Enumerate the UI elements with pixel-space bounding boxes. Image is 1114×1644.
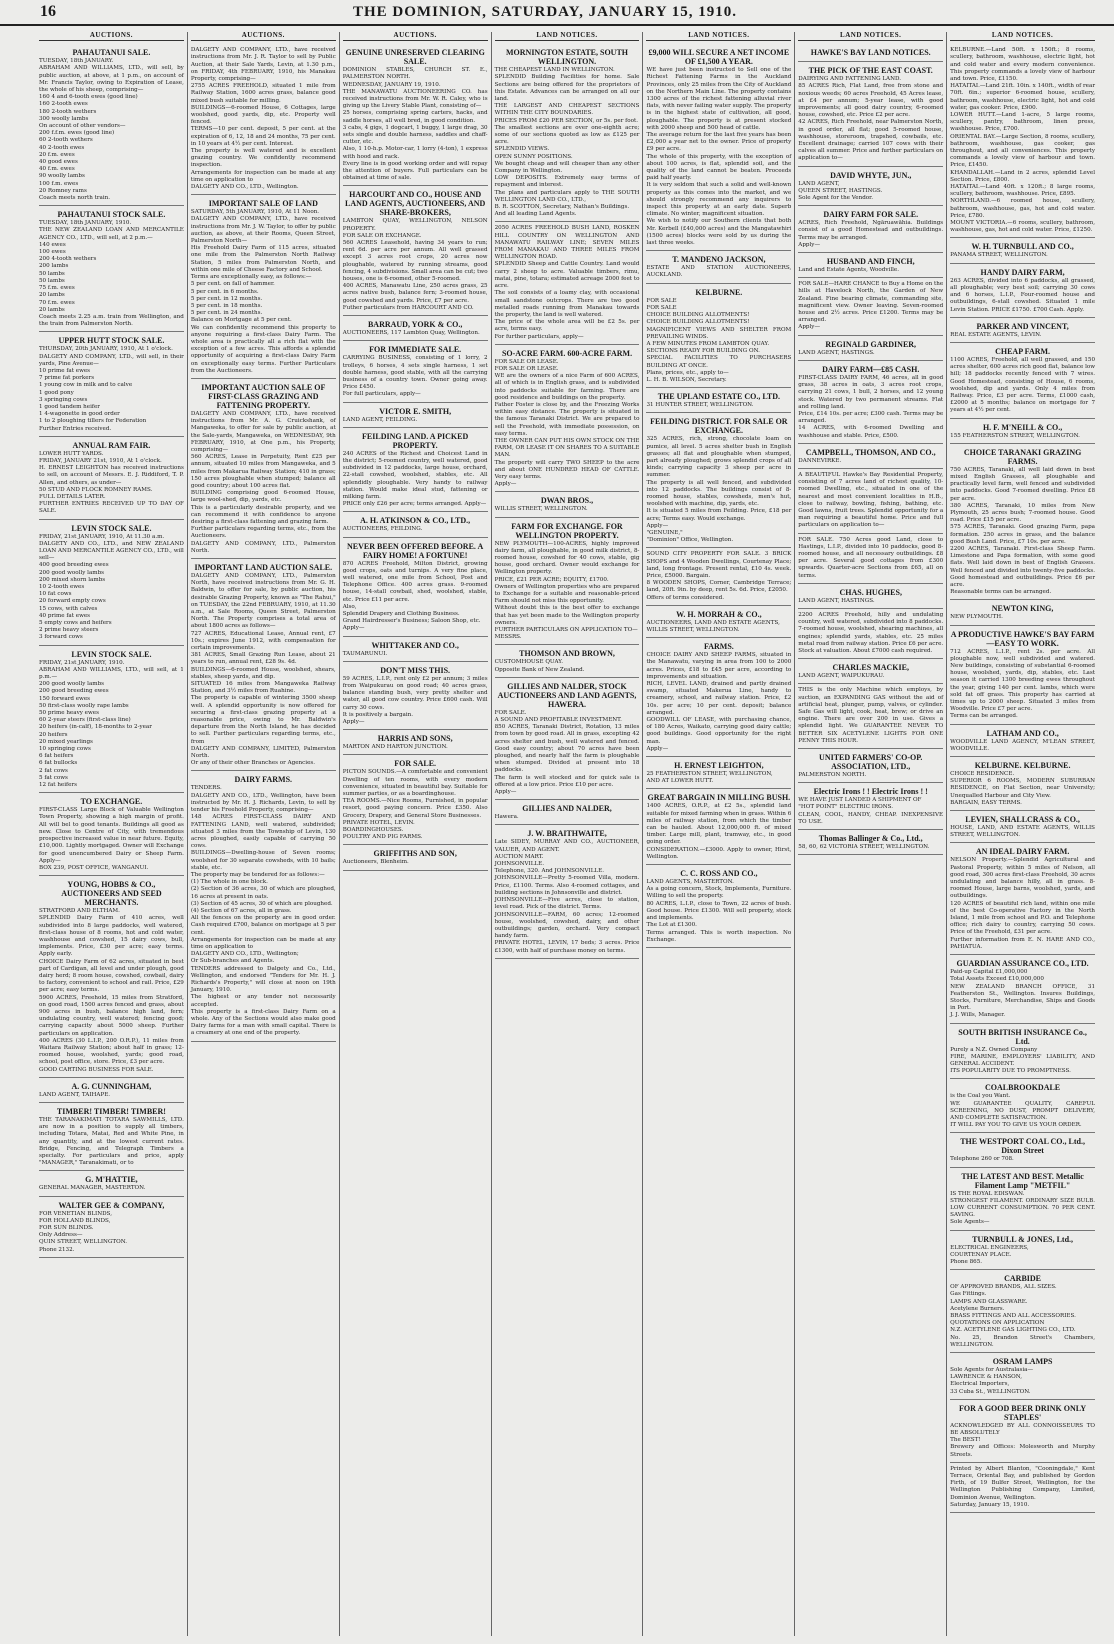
ad-title: NEVER BEEN OFFERED BEFORE. A FAIRY HOME! A FORTUNE! (347, 541, 484, 560)
ad-body: WOODVILLE LAND AGENCY, M'LEAN STREET, WOODVILLE. (950, 738, 1096, 752)
ad-title: TURNBULL & JONES, Ltd., (972, 1234, 1074, 1244)
ad-title: OSRAM LAMPS (992, 1357, 1053, 1366)
ad-body: AUCTIONEERS, 117 Lambton Quay, Wellington. (342, 330, 480, 337)
ad-title: KELBURNE. KELBURNE. (974, 761, 1071, 771)
advertisement (798, 62, 943, 166)
ad-body: PICTON SOUNDS.—A comfortable and convenient Dwelling of ten rooms, with every modern convenience, situated in beautiful bay. Suitable for summer parties, or as a boardinghouse. TEA ROOMS.—Nice Rooms, Furnished, in popular resort, good paying concern. Price £350. Also Grocery, Drapery, and General Store Businesses. PRIVATE HOTEL, LEVIN. BOARDINGHOUSES. POULTRY AND PIG FARMS. (342, 769, 488, 841)
ad-title: GILLIES AND NALDER, STOCK AUCTIONEERS AND LAND AGENTS, HAWERA. (497, 681, 637, 709)
ad-title: GENUINE UNRESERVED CLEARING SALE. (345, 48, 485, 67)
ad-body: 1100 ACRES, Freehold, all well grassed, and 150 acres shelter, 600 acres rich good flat, balance low hill; 18 paddocks recently fenced with 7 wires. Good Homestead, consisting of House, 6 rooms, woolshed, dip and yards. Only 4 miles from Railway. Price, £3 per acre. Terms, £1000 cash, £2000 at 5 months; balance on mortgage for 7 years at 4½ per cent. (950, 356, 1096, 414)
column-container (36, 32, 1098, 1636)
advertisement (495, 518, 640, 646)
ad-title: DAIRY FARM—£85 CASH. (822, 364, 920, 374)
ad-body: FRIDAY, 21st JANUARY, 1910, At 11.30 a.m. DALGETY AND CO., LTD., and NEW ZEALAND LOAN AND MERCANTILE AGENCY CO., LTD., will sell— 400 good breeding ewes 200 good woolly lambs 200 mixed shorn lambs 10 2-tooth ewes 10 fat cows 20 forward empty cows 15 cows, with calves 40 prime fat ewes 5 empty cows and heifers 2 prime heavy steers 3 forward cows (39, 533, 184, 641)
ad-body: TENDERS. DALGETY AND CO., LTD., Wellington, have been instructed by Mr. H. J. Richards, Levin, to sell by tender his Freehold Property, comprising— 148 ACRES FIRST-CLASS DAIRY AND FATTENING LAND, well watered, subdivided; situated 3 miles from the Township of Levin, 130 acres ploughed, easily capable of carrying 50 cows. BUILDINGS—Dwelling-house of Seven rooms; woolshed for 30 separate cowsheds, with 10 bails; stable, etc. The property may be tendered for as follows:— (1) The whole in one block. (2) Section of 36 acres, 30 of which are ploughed, 16 acres at present in oats. (3) Section of 45 acres, 30 of which are ploughed. (4) Section of 67 acres, all in grass. All the fences on the property are in good order. Cash required £700, balance on mortgage at 5 per cent. Arrangements for inspection can be made at any time on application to DALGETY AND CO., LTD., Wellington; Or Sub-branches and Agents. TENDERS addressed to Dalgety and Co., Ltd., Wellington, and endorsed "Tenders for Mr. H. J. Richards's Property," will close at noon on 19th January, 1910. The highest or any tender not necessarily accepted. This property is a first-class Dairy Farm on a whole. Any of the Sections would also make good Dairy farms for a man with small capital. There is a creamery at one end of the property. (190, 785, 336, 1037)
ad-body: Printed by Albert Blanton, "Cooningdale," Kent Terrace, Oriental Bay, and published by Gordon Firth, of 19 Bulfer Street, Wellington, for the Wellington Publishing Company, Limited, Dominion Avenue, Wellington. Saturday, January 15, 1910. (950, 1465, 1096, 1508)
ad-body: GENERAL MANAGER, MASTERTON. (39, 1185, 146, 1192)
ad-body: AUCTIONEERS, LAND AND ESTATE AGENTS, WILLIS STREET, WELLINGTON. (646, 619, 780, 633)
ad-title: CHAS. HUGHES, (839, 587, 902, 597)
ad-title: G. M'HATTIE, (85, 1175, 138, 1185)
ad-title: IMPORTANT SALE OF LAND (208, 199, 318, 209)
advertisement (39, 646, 184, 794)
masthead (0, 0, 1114, 26)
ad-title: CAMPBELL, THOMSON, AND CO., (805, 447, 936, 457)
advertisement (646, 413, 791, 548)
advertisement (950, 44, 1095, 238)
ad-title: FEILDING LAND. A PICKED PROPERTY. (362, 431, 469, 450)
ad-body: DALGETY AND COMPANY, LTD., have received instructions from Mr. A. G. Cruickshank, of Mangaweka, to offer for sale by public auction, at the Sale-yards, Mangaweka, on WEDNESDAY, 9th FEBRUARY, 1910, at One p.m., his Property, comprising— 560 ACRES, Lease in Perpetuity, Rent £25 per annum, situated 10 miles from Mangaweka, and 5 miles from Makarua Railway Station; 410 in grass; 150 acres ploughable when stumped; balance all good country; about 100 acres flat. BUILDING comprising good 6-roomed House, large wool-shed, dip, yards, etc. This is a particularly desirable property, and we can recommend it with confidence to anyone desiring a first-class fattening and grazing farm. Further particulars regarding terms, etc., from the Auctioneers. DALGETY AND COMPANY, LTD., Palmerston North. (190, 410, 336, 554)
ad-body: REAL ESTATE AGENTS, LEVIN. (950, 331, 1042, 338)
advertisement (950, 318, 1095, 343)
ad-title: CHEAP FARM. (995, 346, 1051, 356)
advertisement (343, 755, 488, 845)
ad-title: GRIFFITHS AND SON, (373, 849, 457, 859)
ad-title: COALBROOKDALE (985, 1083, 1061, 1093)
ad-title: LEVIN STOCK SALE. (71, 523, 152, 533)
column-heading: LAND NOTICES. (495, 32, 640, 41)
advertisement (950, 264, 1095, 318)
ad-title: FOR SALE. (394, 759, 437, 769)
ad-body: FOR SALE. 750 Acres good Land, close to Hastings, L.I.P., divided into 10 paddocks, good 8-roomed house, and all necessary outbuildings. £8 per acre. Several good cottages from £300 upwards. Quarter-acre Sections from £65, all on terms. (798, 536, 944, 579)
ad-body: Auctioneers, Blenheim. (342, 859, 409, 866)
advertisement (495, 800, 640, 825)
ad-body: NEW PLYMOUTH. (950, 614, 1003, 621)
column-7 (947, 32, 1098, 1636)
ad-title: Thomas Ballinger & Co., Ltd., (818, 834, 923, 844)
ad-title: THE UPLAND ESTATE CO., LTD. (657, 392, 781, 402)
advertisement (646, 789, 791, 865)
advertisement (343, 316, 488, 341)
advertisement (798, 749, 943, 783)
column-5 (643, 32, 795, 1636)
ad-body: 240 ACRES of the Richest and Choicest Land in the district; 5-roomed country, well watered, good subdivided in 12 paddocks, large house, orchard, 22-stall cowshed, woolshed, stables, etc. All splendidly ploughable. Very handy to railway station. Would make ideal stud, fattening or milking farm. PRICE only £26 per acre; terms arranged. Apply— (342, 450, 488, 508)
advertisement (798, 469, 943, 534)
advertisement (798, 584, 943, 609)
ad-body: CHOICE DAIRY AND SHEEP FARMS, situated in the Manawatu, varying in area from 100 to 2000 acres. Prices, £18 to £45 per acre, according to improvements and situation. RICH, LEVEL LAND, drained and partly drained swamp, situated Makerua Line, handy to creamery, school, and railway station. Price, £2 10s. per acre; 10 per cent. deposit; balance arranged. GOODWILL OF LEASE, with purchasing chance, of 180 Acres, Waikato, carrying good dairy cattle; good buildings. Good opportunity for the right man. Apply— (646, 652, 792, 752)
ad-body: FOR SALE FOR SALE CHOICE BUILDING ALLOTMENTS! CHOICE BUILDING ALLOTMENTS! MAGNIFICENT VIEWS AND SHELTER FROM PREVAILING WINDS. A FEW MINUTES FROM LAMBTON QUAY. SECTIONS READY FOR BUILDING ON. SPECIAL FACILITIES TO PURCHASERS BUILDING AT ONCE. Plans, prices, etc., apply to— L. H. B. WILSON, Secretary. (646, 297, 792, 383)
ad-body: TUESDAY, 18th JANUARY, 1910. THE NEW ZEALAND LOAN AND MERCANTILE AGENCY CO., LTD., will sell, at 2 p.m.— 140 ewes 100 ewes 200 4-tooth wethers 200 lambs 50 lambs 50 lambs 75 f.m. ewes 20 lambs 70 f.m. ewes 20 lambs Coach meets 2.25 a.m. train from Wellington, and the train from Palmerston North. (39, 220, 184, 328)
ad-body: 58, 60, 62 VICTORIA STREET, WELLINGTON. (798, 844, 930, 851)
ad-body: PANAMA STREET, WELLINGTON. (950, 252, 1048, 259)
advertisement (950, 444, 1095, 601)
advertisement (495, 44, 640, 222)
ad-body: 155 FEATHERSTON STREET, WELLINGTON. (950, 432, 1080, 439)
advertisement (191, 771, 336, 1041)
ad-title: DAVID WHYTE, JUN., (830, 170, 912, 180)
advertisement (798, 336, 943, 361)
ad-body: LAND AGENT, HASTINGS. (798, 349, 875, 356)
ad-title: LEVIN STOCK SALE. (71, 649, 152, 659)
advertisement (950, 757, 1095, 811)
page-title: THE DOMINION, SATURDAY, JANUARY 15, 1910. (353, 3, 737, 20)
advertisement (343, 512, 488, 537)
ad-title: £9,000 WILL SECURE A NET INCOME OF £1,500 A YEAR. (648, 48, 790, 67)
ad-body: Paid-up Capital £1,000,000 Total Assets Exceed £10,000,000 NEW ZEALAND BRANCH OFFICE, 31 Featherston St., Wellington. Insures Buildings, Stocks, Furniture, Merchandise, Ships and Goods in Port. J. J. Wills, Manager. (950, 969, 1096, 1019)
advertisement (798, 783, 943, 830)
column-2 (188, 32, 340, 1636)
ad-body: SATURDAY, 5th JANUARY, 1910, At 11 Noon. DALGETY AND COMPANY, LTD., have received instructions from Mr. J. W. Taylor, to offer by public auction, as above, at their Rooms, Queen Street, Palmerston North— His Freehold Dairy Farm of 115 acres, situated one mile from the Palmerston North Railway Station, 5 miles from Palmerston North, and within one mile of Cheese Factory and School. Terms are exceptionally easy, as follows:— 5 per cent. on fall of hammer. 5 per cent. in 6 months. 5 per cent. in 12 months. 5 per cent. in 18 months. 5 per cent. in 24 months. Balance on Mortgage at 5 per cent. We can confidently recommend this property to anyone requiring a first-class Dairy Farm. The whole area is practically all a rich flat with the exception of a few acres. This affords a splendid opportunity of acquiring a first-class Dairy Farm on exceptionally easy terms. Further Particulars from the Auctioneers. (190, 209, 336, 374)
advertisement (39, 437, 184, 520)
page-number: 16 (40, 3, 56, 20)
advertisement (191, 379, 336, 559)
ad-body: KELBURNE.—Land 50ft. x 150ft.; 8 rooms, scullery, bathroom, washhouse, electric light, hot and cold water and every modern convenience. This property commands a lovely view of harbour and town. Price, £1150. HATAITAI.—Land 21ft. 10in. x 140ft., width of rear 70ft. 6in.; superior 6-roomed house, scullery, bathroom, washhouse, electric light, hot and cold water, gas cooker. Price, £900. LOWER HUTT.—Land 1-acre, 5 large rooms, scullery, pantry, bathroom, linen press, washhouse. Price, £700. ORIENTAL BAY.—Large Section, 8 rooms, scullery, bathroom, washhouse, gas cooker, gas throughout, and all conveniences. This property commands a lovely view of harbour and town. Price, £1450. KHANDALLAH.—Land in 2 acres, splendid Level Section. Price, £800. HATAITAI.—Land 40ft. x 120ft.; 8 large rooms, scullery, bathroom, washhouse. Price, £895. NORTHLAND.—6 roomed house, scullery, bathroom, washhouse, gas, hot and cold water. Price, £780. MOUNT VICTORIA.—6 rooms, scullery, bathroom, washhouse, gas, hot and cold water. Price, £1250. (950, 47, 1096, 234)
ad-body: HOUSE, LAND, AND ESTATE AGENTS, WILLIS STREET, WELLINGTON. (950, 825, 1096, 839)
ad-title: TO EXCHANGE. (80, 797, 143, 807)
advertisement (950, 1400, 1095, 1463)
ad-body: FOR SALE OR LEASE. FOR SALE OR LEASE. WE are the owners of a nice Farm of 600 ACRES, all of which is in English grass, and is subdivided into paddocks suitable for farming. There are good residence and buildings on the property. Father Foster is close by, and the Freezing Works within easy distance. The property is situated in the famous Taranaki District. We are prepared to sell the Freehold, with immediate possession, on easy terms. THE OWNER CAN PUT HIS OWN STOCK ON THE FARM, OR LEASE IT ON SHARES TO A SUITABLE MAN. The property will carry TWO SHEEP to the acre and about ONE HUNDRED HEAD OF CATTLE. Very easy terms. Apply— (494, 358, 640, 488)
advertisement (798, 278, 943, 335)
advertisement (343, 186, 488, 316)
ad-body: WE have just been instructed to Sell one of the Richest Fattening Farms in the Auckland Provinces, only 25 miles from the City of Auckland on the Northern Main Line. The property contains 1300 acres of the richest fattening alluvial river flats, with never failing water supply. The property is in the highest state of cultivation, all good, ploughable. The property is at present stocked with 2000 sheep and 500 head of cattle. The average return for the last five years has been £2,000 a year net to the owner. Price of property £9 per acre. The whole of this property, with the exception of about 100 acres, is flat, splendid soil, and the quality of the land cannot be beaten. Proceeds paid half yearly. It is very seldom that such a solid and well-known property as this comes into the market, and we should strongly recommend any inquirers to inspect this property at an early date. Superb climate. No winter, magnificent situation. We wish to notify our Southern clients that both Mr. Kerbell (£40,000 acres) and the Mangatawhiri (1500 acres) blocks were sold by us during the last three weeks. (646, 67, 792, 247)
ad-title: A. H. ATKINSON & CO., LTD., (360, 516, 471, 526)
ad-body: FRIDAY, 21st JANUARY, 1910. ABRAHAM AND WILLIAMS, LTD., will sell, at 1 p.m.— 200 good woolly lambs 200 good breeding ewes 150 forward ewes 50 first-class woolly rape lambs 50 prime heavy ewes 60 2-year steers (first-class line) 20 heifers (in-calf), 18-months to 2-year 20 heifers 20 mixed yearlings 10 springing cows 6 fat heifers 6 fat bullocks 2 fat cows 5 fat cows 12 fat heifers (39, 659, 184, 789)
ad-title: DAIRY FARMS. (234, 775, 293, 785)
ad-body: THURSDAY, 20th JANUARY, 1910, At 1 o'clock. DALGETY AND COMPANY, LTD., will sell, in their yards, Pine Avenue— 10 prime fat ewes 7 prime fat porkers 1 young cow in milk and to calve 1 good pony 3 springing cows 1 good tandem heifer 1 4-wagonette in good order 1 to 2 ploughing tillers for Federation Further Entries received. (39, 346, 184, 432)
advertisement (950, 1133, 1095, 1167)
ad-body: FOR SALE. A SOUND AND PROFITABLE INVESTMENT. 850 ACRES, Taranaki District, Rotation, 13 miles from town by good road. All in grass, excepting 42 acres shelter and bush, well watered and fenced. Good easy country; about 70 acres have been ploughed, and nearly half the farm is ploughable when stumped. Divided at present into 18 paddocks. The farm is well stocked and for quick sale is offered at a low price. Price £10 per acre. Apply— (494, 709, 640, 796)
advertisement (798, 167, 943, 207)
advertisement (798, 361, 943, 444)
ad-body: 325 ACRES, rich, strong, chocolate loam on pumice, all level. 5 acres shelter bush in English grasses; all flat and ploughable when stumped, part already ploughed; grows splendid crops of all kinds; carrying capacity 3 sheep per acre in summer. The property is all well fenced, and subdivided into 12 paddocks. The buildings consist of 8-roomed house, stables, cowsheds, men's hut, woolshed with machine, dip, yards, etc. It is situated 5 miles from Feilding. Price, £18 per acre; Terms easy. Would exchange. Apply— "GENUINE," "Dominion" Office, Wellington. (646, 436, 792, 544)
ad-body: FIRST-CLASS Large Block of Valuable Wellington Town Property, showing a high margin of profit. All will bel to good tenants. Buildings all good as new. Close to Centre of City, with tremendous prospective increased value in near future. Equity, £10,000. Lightly mortgaged. Owner will Exchange for good unencumbered Dairy or Sheep Farm. Apply— BOX 239, POST OFFICE, WANGANUI. (39, 807, 184, 871)
ad-title: Electric Irons ! ! Electric Irons ! ! (813, 787, 928, 797)
advertisement (39, 1078, 184, 1103)
ad-title: IMPORTANT LAND AUCTION SALE. (194, 563, 333, 572)
advertisement (950, 725, 1095, 757)
advertisement (343, 662, 488, 730)
advertisement (495, 678, 640, 800)
ad-body: 25 FEATHERSTON STREET, WELLINGTON, AND AT LOWER HUTT. (646, 771, 773, 785)
column-heading: LAND NOTICES. (646, 32, 791, 41)
ad-body: 263 ACRES, divided into 6 paddocks, all grassed, all ploughable; very best soil; carrying 30 cows and 6 horses, L.I.P., Four-roomed house and outbuildings, 6-stall cowshed. Situated 1 mile Levin Station. PRICE £1750. £700 Cash. Apply. (950, 277, 1096, 313)
advertisement (950, 419, 1095, 444)
ad-title: HAWKE'S BAY LAND NOTICES. (810, 48, 931, 58)
ad-title: C. C. ROSS AND CO., (680, 869, 758, 879)
ad-title: UNITED FARMERS' CO-OP. ASSOCIATION, LTD., (819, 753, 923, 772)
advertisement (950, 1024, 1095, 1080)
ad-body: DOMINION STABLES, CHURCH ST. E., PALMERSTON NORTH. WEDNESDAY, JANUARY 19, 1910. THE MANAWATU AUCTIONEERING CO. has received instructions from Mr. W. R. Caley, who is giving up the Livery Stable Plant, consisting of— 25 horses, comprising spring carters, hacks, and saddle horses, all well bred, in good condition. 3 cabs, 4 gigs, 1 dogcart, 1 buggy, 1 large drag, 30 sets single and double harness, saddles and chaff-cutter, etc. Also, 1 10-h.p. Motor-car, 1 lorry (4-ton), 1 express with hood and rack. Every line is in good working order and will repay the attention of buyers. Full particulars can be obtained at time of sale. (342, 67, 488, 182)
ad-body: 870 ACRES Freehold, Milton District, growing good crops, oats and turnips. A very fine place, well watered, one mile from School, Post and Telephone Office. 400 acres grass. 9-roomed house, 14-stall cowbail, shed, woolshed, stable, etc. Price £11 per acre. Also, Splendid Drapery and Clothing Business. Grand Hairdresser's Business; Saloon Shop, etc. Apply— (342, 560, 488, 632)
advertisement (39, 1197, 184, 1258)
ad-title: FARMS. (703, 642, 734, 652)
ad-title: J. W. BRAITHWAITE, (527, 829, 607, 839)
ad-body: LAND AGENT, HASTINGS. (798, 597, 875, 604)
ad-title: H. ERNEST LEIGHTON, (674, 761, 764, 771)
ad-body: FOR VENETIAN BLINDS, FOR HOLLAND BLINDS, FOR SUN BLINDS. Only Address— QUIN STREET, WELLINGTON. Phone 2132. (39, 1210, 128, 1253)
advertisement (39, 1171, 184, 1196)
column-heading: LAND NOTICES. (798, 32, 943, 41)
ad-title: FOR IMMEDIATE SALE. (369, 345, 462, 355)
advertisement (950, 343, 1095, 419)
ad-body: is the Coal you Want. WE GUARANTEE QUALITY, CAREFUL SCREENING, NO DUST, PROMPT DELIVERY, AND COMPLETE SATISFACTION. IT WILL PAY YOU TO GIVE US YOUR ORDER. (950, 1093, 1096, 1129)
column-1 (36, 32, 188, 1636)
ad-title: HUSBAND AND FINCH, (826, 257, 915, 267)
column-heading: LAND NOTICES. (950, 32, 1095, 41)
advertisement (39, 1103, 184, 1171)
ad-body: CUSTOMHOUSE QUAY. Opposite Bank of New Zealand. (494, 659, 585, 673)
ad-body: 2200 ACRES Freehold, hilly and undulating country, well watered, subdivided into 8 paddocks. 7-roomed house, woolshed, shearing machines, all engines; splendid yards, stables, etc. 25 miles metal road from railway station. Price £6 per acre. Stock at valuation. About £7000 cash required. (798, 611, 944, 654)
ad-body: Hawera. (494, 814, 519, 821)
ad-title: PARKER AND VINCENT, (976, 321, 1069, 331)
ad-body: THE CHEAPEST LAND IN WELLINGTON. SPLENDID Building Facilities for home. Sale Sections are being offered for the proprietors of this Estate. Advances can be arranged on all our land. THE LARGEST AND CHEAPEST SECTIONS WITHIN THE CITY BOUNDARIES. PRICES FROM £20 PER SECTION, or 5s. per foot. The smallest sections are over one-eighth acre; some of our sections quoted as low as £125 per acre. SPLENDID VIEWS. OPEN SUNNY POSITIONS. We bought cheap and will cheaper than any other Company in Wellington. LOW DEPOSITS. Extremely easy terms of repayment and interest. The plans and particulars apply to THE SOUTH WELLINGTON LAND CO., LTD., B. R. SCOTTON, Secretary, Nathan's Buildings. And all leading Land Agents. (494, 67, 640, 218)
ad-body: LAND AGENTS, MASTERTON. As a going concern, Stock, Implements, Furniture. Willing to sell the property. 80 ACRES, L.I.P., close to Town, 22 acres of bush. Good house. Price £1300. Will sell property, stock and implements. The Lot at £1300. Terms arranged. This is worth inspection. No Exchange. (646, 879, 792, 943)
ad-title: DAIRY FARM FOR SALE. (823, 210, 919, 220)
ad-body: Sole Agents for Australasia— LAWRENCE & HANSON, Electrical Importers, 33 Cuba St., WELLINGTON. (950, 1367, 1034, 1395)
advertisement (950, 1463, 1095, 1513)
ad-title: GILLIES AND NALDER, (522, 804, 612, 814)
ad-title: A. G. CUNNINGHAM, (71, 1081, 152, 1091)
advertisement (950, 843, 1095, 955)
ad-title: W. H. MORRAH & CO., (676, 609, 762, 619)
ad-body: ACRES, Rich Freehold, Ngāruawāhia. Buildings consist of a good Homestead and outbuildings. Terms may be arranged. Apply— (798, 220, 944, 248)
ad-title: YOUNG, HOBBS & CO., AUCTIONEERS AND SEED MERCHANTS. (61, 880, 162, 908)
ad-title: AN IDEAL DAIRY FARM. (975, 847, 1070, 857)
advertisement (798, 253, 943, 278)
advertisement (798, 684, 943, 749)
advertisement (798, 534, 943, 584)
advertisement (950, 238, 1095, 263)
advertisement (646, 606, 791, 638)
ad-body: IS THE ROYAL EDISWAN. STRONGEST FILAMENT. ORDINARY SIZE BULB. LOW CURRENT CONSUMPTION. 70 PER CENT. SAVING. Sole Agents— (950, 1190, 1096, 1226)
advertisement (950, 1270, 1095, 1353)
ad-body: SOUND CITY PROPERTY FOR SALE. 3 BRICK SHOPS and 4 Wooden Dwellings, Courtenay Place; land, long frontage. Present rental, £10 4s. week. Price, £5000. Bargain. 8 WOODEN SHOPS, Corner, Cambridge Terrace; land, 20ft. 9in. by deep, rent 5s. 6d. Price, £2050. Offers of terms considered. (646, 551, 792, 601)
ad-title: PAHAUTANUI STOCK SALE. (57, 210, 166, 220)
ad-title: THOMSON AND BROWN, (519, 649, 615, 659)
advertisement (343, 730, 488, 755)
ad-body: WE HAVE JUST LANDED A SHIPMENT OF "HOT POINT" ELECTRIC IRONS. CLEAN, COOL, HANDY, CHEAP. INEXPENSIVE TO USE. (798, 797, 944, 825)
advertisement (343, 428, 488, 513)
ad-body: 1400 ACRES, O.R.P., at £2 5s., splendid land suitable for mixed farming when in grass. Within 6 miles of railway station, from which the timber can be hauled. About 12,000,000 ft. of mixed timber. Large mill, plant, tramway, etc., in good going order. CONSIDERATION.—£3000. Apply to owner, Hirst, Wellington. (646, 803, 792, 860)
advertisement (495, 492, 640, 517)
ad-title: HARCOURT AND CO., HOUSE AND LAND AGENTS, AUCTIONEERS, AND SHARE-BROKERS, (345, 190, 486, 218)
ad-body: MARTON AND HARTON JUNCTION. (342, 744, 448, 751)
column-3 (340, 32, 492, 1636)
ad-title: REGINALD GARDINER, (825, 339, 917, 349)
ad-title: MORNINGTON ESTATE, SOUTH WELLINGTON. (505, 48, 629, 67)
ad-title: HARRIS AND SONS, (377, 734, 453, 744)
ad-title: ANNUAL RAM FAIR. (72, 440, 151, 450)
ad-title: A PRODUCTIVE HAWKE'S BAY FARM—EASY TO WORK. (950, 629, 1095, 648)
ad-body: TUESDAY, 18th JANUARY. ABRAHAM AND WILLIAMS, LTD., will sell, by public auction, at above, at 1 p.m., on account of Mr. Francis Taylor, owing to Expiration of Lease, the whole of his sheep, comprising— 160 4 and 6-tooth ewes (good line) 160 2-tooth ewes 180 2-tooth wethers 300 woolly lambs On account of other vendors— 200 f.f.m. ewes (good line) 60 2-tooth wethers 40 2-tooth ewes 20 f.m. ewes 40 good ewes 40 f.m. ewes 90 woolly lambs 100 f.m. ewes 20 Romney rams Coach meets north train. (39, 58, 184, 202)
advertisement (343, 845, 488, 870)
ad-body: ACKNOWLEDGED BY ALL CONNOISSEURS TO BE ABSOLUTELY The BEST! Brewery and Offices: Molesworth and Murphy Streets. (950, 1422, 1096, 1458)
ad-title: NEWTON KING, (991, 604, 1054, 614)
ad-title: HANDY DAIRY FARM, (980, 267, 1065, 277)
ad-title: LEVIEN, SHALLCRASS & CO., (965, 815, 1080, 825)
ad-body: 712 ACRES, L.I.P., rent 2s. per acre. All ploughable now, well subdivided and watered. New buildings, consisting of substantial 6-roomed house, woolshed, yards, dip, stables, etc. Last season it carried 1300 breeding ewes throughout the year, giving 140 per cent. lambs, which were sold fat off grass. This property has carried at times up to 2000 sheep. Situated 3 miles from Woodville. Price £7 per acre. Terms can be arranged. (950, 648, 1096, 720)
advertisement (495, 645, 640, 677)
advertisement (646, 388, 791, 413)
ad-body: WILLIS STREET, WELLINGTON. (494, 506, 588, 513)
ad-title: T. MANDENO JACKSON, (672, 255, 766, 265)
ad-body: LAMBTON QUAY, WELLINGTON, NELSON PROPERTY. FOR SALE OR EXCHANGE. 560 ACRES Leasehold, having 34 years to run; rent 6d. per acre per annum. All well grassed except 3 acres root crops, 20 acres now ploughable, watered by running streams, good fencing, 4 subdivisions. Small area can be cut; two houses, one is 6-roomed, other 5-roomed. 400 ACRES, Manawatu Line, 250 acres grass, 25 acres native bush, balance fern; 3-roomed house, good cowshed and yards. Price, £7 per acre. Futher particulars from HARCOURT AND CO. (342, 218, 488, 311)
ad-body: THIS is the only Machine which employs, by suction, an EXPANDING GAS without the aid of artificial heat, plunger, pump, valves, or cylinder. Safe Gas will light, cook, heat, brew; or drive an engine. There are over 200 in use. Gives a splendid light. We GUARANTEE NEVER TO BETTER SIX ACETYLENE LIGHTS FOR ONE PENNY THIS HOUR. (798, 687, 944, 744)
advertisement (950, 1079, 1095, 1133)
advertisement (646, 284, 791, 388)
advertisement (495, 825, 640, 958)
ad-body: FOR SALE—HARE CHANCE to Buy a Home on the hills at Havelock North, the Garden of New Zealand. Fine bearing climate, commanding site, magnificent view. Owner leaving. Seven-roomed house and 2½ acres. Price £1200. Terms may be arranged. Apply— (798, 281, 944, 331)
advertisement (191, 195, 336, 379)
ad-body: A BEAUTIFUL Hawke's Bay Residential Property, consisting of 7 acres land of richest quality, 10-roomed Dwelling, etc., situated in one of the nearest and most convenient localities in H.B., close to railway, bowling, fishing, bathing, etc. Good lawns, fruit trees. Splendid opportunity for a man requiring a beautiful home. Price and full particulars on application to— (798, 471, 944, 529)
ad-title: THE PICK OF THE EAST COAST. (808, 66, 933, 76)
advertisement (343, 44, 488, 186)
advertisement (798, 444, 943, 469)
advertisement (495, 345, 640, 493)
column-heading: AUCTIONS. (39, 32, 184, 41)
ad-body: LAND AGENT, FEILDING. (342, 416, 418, 423)
advertisement (950, 1353, 1095, 1400)
advertisement (495, 222, 640, 344)
ad-body: 750 ACRES, Taranaki, all well laid down in best mixed English Grasses, all ploughable and practically level farm, well fenced and subdivided into paddocks. Good 7-roomed dwelling. Price £8 per acre. 380 ACRES, Taranaki, 10 miles from New Plymouth, 25 acres bush; 7-roomed house. Good road. Price £15 per acre. 575 ACRES, Taranaki. Good grazing Farm, papa formation. 250 acres in grass, and the balance good Bush Land. Price, £7 10s. per acre. 2200 ACRES, Taranaki. First-class Sheep Farm. Limestone and Papa formation, with some good flats. Well laid down in best of English Grasses. Well fenced and divided into twenty-five paddocks. Good homestead and outbuildings. Price £6 per acre. Reasonable terms can be arranged. (950, 466, 1096, 596)
advertisement (39, 793, 184, 876)
ad-body: Telephone 260 or 708. (950, 1156, 1014, 1163)
ad-title: PAHAUTANUI SALE. (72, 48, 151, 58)
advertisement (343, 637, 488, 662)
ad-title: THE LATEST AND BEST. Metallic Filament Lamp "METFIL" (961, 1171, 1084, 1190)
ad-title: CHOICE TARANAKI GRAZING FARMS. (963, 447, 1082, 466)
ad-body: PALMERSTON NORTH. (798, 772, 867, 779)
advertisement (39, 332, 184, 436)
ad-body: DALGETY AND COMPANY, LTD., have received instructions from Mr. J. R. Taylor to sell by Public Auction, at their Sale Yards, Levin, at 1.30 p.m., on FRIDAY, 4th FEBRUARY, 1910, his Manakau Property, comprising— 2755 ACRES FREEHOLD, situated 1 mile from Railway Station, 1600 acres grass, balance good mixed bush suitable for milling. BUILDINGS—6-roomed House, 6 Cottages, large woolshed, good yards, dip, etc. Property well fenced. TERMS—10 per cent. deposit, 5 per cent. at the expiration of 6, 12, 18 and 24 months, 75 per cent. in 10 years at 4½ per cent. Interest. The property is well watered and is excellent grazing country. We confidently recommend inspection. Arrangements for inspection can be made at any time on application to DALGETY AND CO., LTD., Wellington. (190, 47, 336, 191)
advertisement (646, 251, 791, 283)
advertisement (39, 206, 184, 332)
ad-title: TIMBER! TIMBER! TIMBER! (56, 1106, 166, 1116)
advertisement (39, 44, 184, 206)
ad-title: BARRAUD, YORK & CO., (367, 320, 463, 330)
ad-title: GREAT BARGAIN IN MILLING BUSH. (647, 793, 791, 803)
ad-body: OF APPROVED BRANDS, ALL SIZES. Gas Fittings. LAMPS AND GLASSWARE. Acetylene Burners. BRASS FITTINGS AND ALL ACCESSORIES. QUOTATIONS ON APPLICATION N.Z. ACETYLENE GAS LIGHTING CO., LTD. No. 25, Brandon Street's Chambers, WELLINGTON. (950, 1284, 1096, 1348)
ad-body: Late SIDEY, MURRAY AND CO., AUCTIONEER, VALUER, AND AGENT. AUCTION MART. JOHNSONVILLE. Telephone, 320. And JOHNSONVILLE. JOHNSONVILLE—Pretty 5-roomed Villa, modern. Price, £1100. Terms. Also 4-roomed cottages, and building sections in Johnsonville and district. JOHNSONVILLE—Five acres, close to station, level road. Pick of the district. Terms. JOHNSONVILLE—FARM, 60 acres; 12-roomed house, woolshed, cowshed, dairy, and other outbuildings; garden, orchard. Very compact handy farm. PRIVATE HOTEL, LEVIN, 17 beds; 3 acres. Price £1300, with half of purchase money on terms. (494, 839, 640, 954)
advertisement (950, 1231, 1095, 1271)
ad-body: LAND AGENT, QUEEN STREET, HASTINGS. Sole Agent for the Vendor. (798, 180, 883, 202)
advertisement (343, 341, 488, 402)
advertisement (950, 1168, 1095, 1231)
ad-body: DAIRYING AND FATTENING LAND. 85 ACRES Rich, Flat Land, free from stone and noxious weeds; 60 acres Freehold, 45 Acres lease, at £4 per annum; 5-year lease, with good improvements; all good dairy country, 6-roomed house, cowshed, etc. Price £2 per acre. 42 ACRES, Rich Freehold, near Palmerston North, in good order, all flat; good 5-roomed house, washhouse, storeroom, trapshed, cowbails, etc. Excellent drainage; carried 107 cows with their calves all summer. Price and further particulars on application to— (798, 76, 944, 162)
ad-title: DON'T MISS THIS. (380, 665, 451, 675)
advertisement (646, 757, 791, 789)
ad-body: LOWER HUTT YARDS. FRIDAY, JANUARY 21st, 1910, At 1 o'clock. H. ERNEST LEIGHTON has received instructions to sell, on account of Messrs. E. J. Riddiford, T. P. Allen, and others, as under— 50 STUD AND FLOCK ROMNEY RAMS. FULL DETAILS LATER. FURTHER ENTRIES RECEIVED UP TO DAY OF SALE. (39, 450, 184, 515)
advertisement (798, 609, 943, 659)
ad-title: SO-ACRE FARM. 600-ACRE FARM. (501, 348, 633, 358)
ad-body: AUCTIONEERS, FEILDING. (342, 526, 423, 533)
ad-title: DWAN BROS., (540, 496, 594, 506)
ad-title: THE WESTPORT COAL CO., Ltd., Dixon Street (960, 1137, 1085, 1156)
ad-title: W. H. TURNBULL AND CO., (971, 242, 1074, 252)
column-6 (795, 32, 947, 1636)
ad-title: FARM FOR EXCHANGE. FOR WELLINGTON PROPERTY. (511, 521, 623, 540)
advertisement (798, 659, 943, 684)
ad-body: CHOICE RESIDENCE. SUPERIOR 6 ROOMS, MODERN SUBURBAN RESIDENCE, on Flat Section, near University; Unequalled Harbour and City View. BARGAIN, EASY TERMS. (950, 771, 1096, 806)
advertisement (39, 520, 184, 646)
advertisement (343, 538, 488, 637)
advertisement (798, 206, 943, 253)
ad-body: 2050 ACRES FREEHOLD BUSH LAND, ROSKEN HILL COUNTRY ON WELLINGTON AND MANAWATU RAILWAY LINE; SEVEN MILES FROM MANAKAU AND THREE MILES FROM WELLINGTON ROAD. SPLENDID Sheep and Cattle Country. Land would carry 2 sheep to acre. Valuable timbers, rimu, matai, pine, totara; estimated acreage 2000 feet to acre. The soil consists of a loamy clay, with occasional small sandstone outcrops. There are two good metalled roads running from Manakau towards the property, the land is well watered. The price of the whole area will be £2 5s. per acre, terms easy. For further particulars, apply— (494, 225, 640, 340)
advertisement (646, 548, 791, 605)
ad-body: TAUMARUNUI. (342, 650, 388, 657)
ad-title: KELBURNE. (695, 287, 743, 297)
advertisement (39, 876, 184, 1078)
advertisement (950, 811, 1095, 843)
ad-title: WHITTAKER AND CO., (371, 640, 459, 650)
ad-title: WALTER GEE & COMPANY, (58, 1200, 165, 1210)
advertisement (343, 403, 488, 428)
ad-title: VICTOR E. SMITH, (379, 406, 452, 416)
ad-title: SOUTH BRITISH INSURANCE Co., Ltd. (958, 1027, 1087, 1046)
ad-body: NEW PLYMOUTH—100-ACRES, highly improved dairy farm, all ploughable, in good milk district, 8-roomed house, cowshed for 40 cows, stable, gig house, good orchard. Owner would exchange for Wellington property. PRICE, £21 PER ACRE; EQUITY, £1700. Owners of Wellington properties who are prepared to Exchange for a suitable and reasonable-priced Farm should not miss this opportunity. Without doubt this is the best offer to exchange that has yet been made to the Wellington property owners. FURTHER PARTICULARS ON APPLICATION TO— MESSRS. (494, 540, 640, 641)
ad-body: Land and Estate Agents, Woodville. (798, 267, 899, 274)
ad-body: DALGETY AND COMPANY, LTD., Palmerston North, have received instructions from Mr. G. H. Baldwin, to offer for sale, by public auction, his desirable Grazing Property, known as "The Rahui," on TUESDAY, the 22nd FEBRUARY, 1910, at 11.30 a.m., at Sale Rooms, Queen Street, Palmerston North. The Property comprises a total area of about 1800 acres as follows— 727 ACRES, Educational Lease, Annual rent, £7 10s.; expires June 1912, with compensation for certain improvements. 381 ACRES, Small Grazing Run Lease, about 21 years to run, annual rent, £28 9s. 4d. BUILDINGS—6-roomed House, woolshed, shears, stables, sheep yards, and dip. SITUATED 16 miles from Mangaweka Railway Station, and 3½ miles from Ruahine. The property is capable of wintering 3500 sheep well. A splendid opportunity is now offered for securing a first-class grazing property at a reasonable price, owing to Mr. Baldwin's departure from the North Island, he has decided to sell. Further particulars regarding terms, etc., from DALGETY AND COMPANY, LIMITED, Palmerston North. Or any of their other Branches or Agencies. (190, 573, 336, 767)
ad-title: IMPORTANT AUCTION SALE OF FIRST-CLASS GRAZING AND FATTENING PROPERTY. (201, 382, 326, 410)
advertisement (950, 600, 1095, 625)
ad-body: STRATFORD AND ELTHAM. SPLENDID Dairy Farm of 410 acres, well subdivided into 8 large paddocks, well watered, first-class house of 8 rooms, hot and cold water, washhouse and cowshed, 15 dairy cows, bull, implements. Price, £30 per acre; easy terms. Apply early. CHOICE Dairy Farm of 62 acres, situated in best part of Cardigan, all level and under plough, good dairy herd; 8 room house, cowshed, cowbail, dairy to factory, convenient to school and rail. Price, £29 per acre; easy terms. 5900 ACRES, Freehold, 15 miles from Stratford, on good road, 1500 acres fenced and grass, about 900 acres in bush, balance high land, fern; undulating country, well watered; fencing good; carrying capacity about 5000 sheep. Further particulars on application. 400 ACRES (30 L.I.P., 200 O.R.P.), 11 miles from Waitara Railway Station; about half in grass; 12-roomed house, woolshed, yards; good road, school, post office, store. Price, £3 per acre. GOOD CARTING BUSINESS FOR SALE. (39, 908, 184, 1073)
ad-body: DANNEVIRKE. (798, 457, 842, 464)
column-heading: AUCTIONS. (343, 32, 488, 41)
ad-body: ESTATE AND STATION AUCTIONEERS, AUCKLAND. (646, 265, 792, 279)
ad-body: Purely a N.Z. Owned Company FIRE, MARINE, EMPLOYERS' LIABILITY, AND GENERAL ACCIDENT. ITS POPULARITY DUE TO PROMPTNESS. (950, 1046, 1096, 1075)
column-4 (492, 32, 644, 1636)
ad-title: FOR A GOOD BEER DRINK ONLY STAPLES' (959, 1403, 1087, 1422)
ad-body: FIRST-CLASS DAIRY FARM, 46 acres, all in good grass, 38 acres in oats, 3 acres root crops, carrying 21 cows, 1 bull, 2 horses, and 12 young stock. Watered by two permanent streams. Flat and rolling land. Price, £14 10s. per acre; £300 cash. Terms may be arranged. 14 ACRES, with 6-roomed Dwelling and washhouse and stable. Price, £500. (798, 374, 944, 439)
ad-title: FEILDING DISTRICT. FOR SALE OR EXCHANGE. (650, 417, 788, 436)
advertisement (646, 44, 791, 251)
ad-title: GUARDIAN ASSURANCE CO., LTD. (956, 959, 1089, 969)
ad-body: LAND AGENT, WAIPUKURAU. (798, 673, 885, 680)
ad-title: CHARLES MACKIE, (832, 663, 909, 673)
column-heading: AUCTIONS. (191, 32, 336, 41)
ad-body: THE TARANAKIMATI TOTARA SAWMILLS, LTD. are now in a position to supply all timbers, including Totara, Matai, Red and White Pine, in any quantity, and at the lowest current rates. Bridge, Fencing, and Telegraph Timbers a specialty. For particulars and price, apply "MANAGER," Taranakimati, or to (39, 1116, 184, 1167)
ad-body: NELSON Property.—Splendid Agricultural and Pastoral Property, within 5 miles of Nelson, all good road, 300 acres first-class Freehold, 30 acres undulating and balance hilly, all in grass. 8-roomed House, large barns, woolshed, yards, and outbuildings. 120 ACRES of beautiful rich land, within one mile of the best Co-operative Factory in the North Island, 1 mile from school and P.O. and Telephone office; rich dairy to country, carrying 50 cows. Price of the Freehold, £31 per acre. Further information from E. N. HARE AND CO., PAHIATUA. (950, 857, 1096, 950)
advertisement (646, 865, 791, 948)
advertisement (950, 626, 1095, 725)
advertisement (798, 44, 943, 62)
advertisement (191, 559, 336, 771)
ad-body: LAND AGENT, TAIHAPE. (39, 1091, 111, 1098)
advertisement (646, 638, 791, 757)
ad-title: UPPER HUTT STOCK SALE. (58, 336, 165, 346)
ad-body: 59 ACRES, L.I.P., rent only £2 per annum; 3 miles from Waipukurau on good road; 40 acres grass, balance standing bush, very pretty shelter and water, all good cow country. Price £600 cash. Will carry 30 cows. It is positively a bargain. Apply— (342, 675, 488, 725)
ad-body: ELECTRICAL ENGINEERS, COURTENAY PLACE. Phone 865. (950, 1244, 1029, 1265)
advertisement (950, 955, 1095, 1023)
advertisement (191, 44, 336, 195)
ad-body: CARRYING BUSINESS, consisting of 1 lorry, 2 trolleys, 6 horses, 4 sets single harness, 1 set double harness, good stable, with all the carrying business of a country town. Owner going away. Price £450. For full particulars, apply— (342, 355, 488, 398)
ad-title: LATHAM AND CO., (986, 728, 1059, 738)
advertisement (798, 830, 943, 855)
ad-body: 31 HUNTER STREET, WELLINGTON. (646, 402, 754, 409)
ad-title: CARBIDE (1004, 1274, 1042, 1284)
ad-title: H. F. M'NEILL & CO., (982, 422, 1063, 432)
